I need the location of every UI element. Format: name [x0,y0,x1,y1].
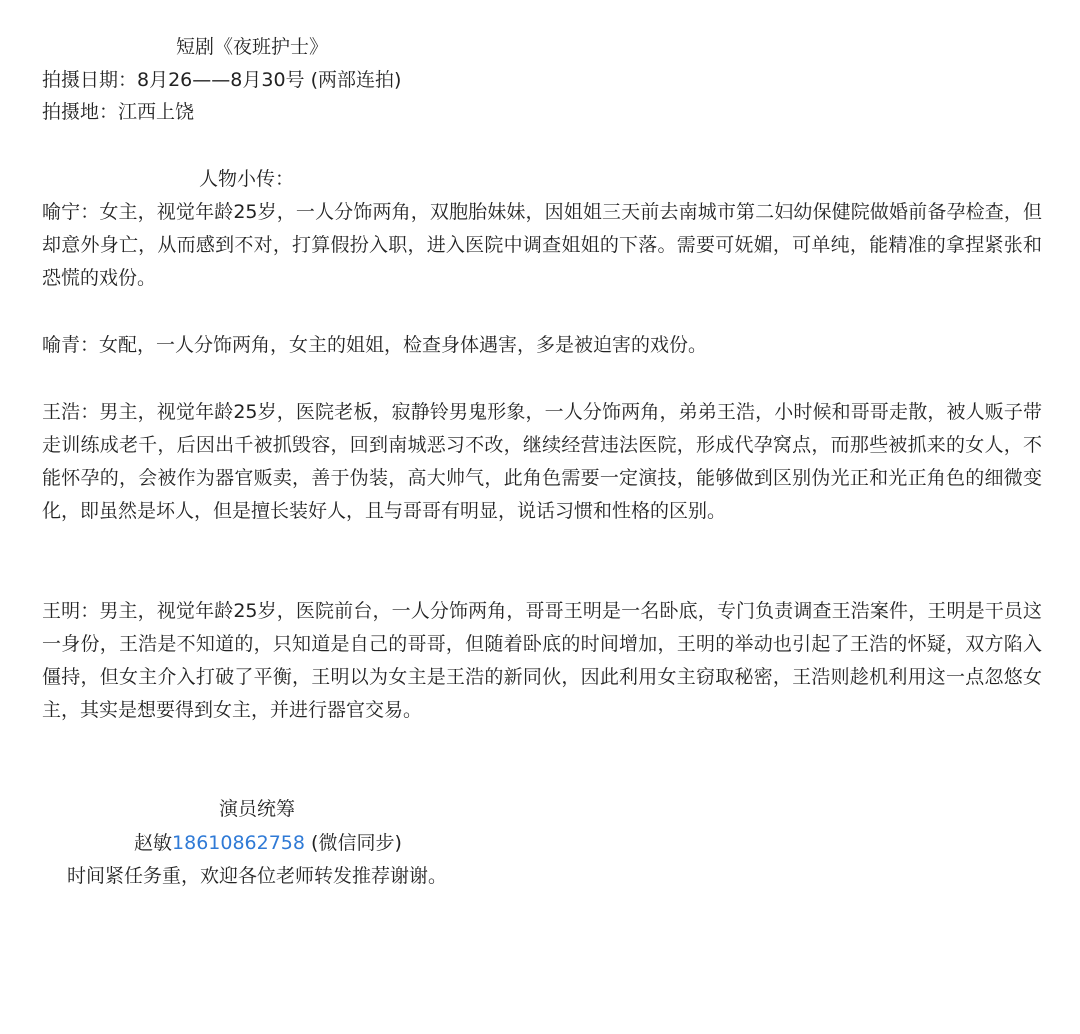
bios-heading: 人物小传： [199,168,295,190]
bio-yuning: 喻宁：女主，视觉年龄25岁，一人分饰两角，双胞胎妹妹，因姐姐三天前去南城市第二妇幼保健院做婚前备孕检查，但却意外身亡，从而感到不对，打算假扮入职，进入医院中调查姐姐的下落。需要可妩媚，可单纯，能精准的拿捏紧张和恐慌的戏份。 [42,201,1042,289]
contact-line [134,827,402,860]
shoot-location: 拍摄地：江西上饶 [42,101,195,123]
contact-phone-link[interactable]: 18610862758 [172,832,305,854]
wechat-note: (微信同步) [311,832,402,854]
contact-heading: 演员统筹 [219,798,296,820]
bio-wangming: 王明：男主，视觉年龄25岁，医院前台，一人分饰两角，哥哥王明是一名卧底，专门负责调查王浩案件，王明是干员这一身份，王浩是不知道的，只知道是自己的哥哥，但随着卧底的时间增加，王明的举动也引起了王浩的怀疑，双方陷入僵持，但女主介入打破了平衡，王明以为女主是王浩的新同伙，因此利用女主窃取秘密，王浩则趁机利用这一点忽悠女主，其实是想要得到女主，并进行器官交易。 [42,600,1042,721]
closing-note: 时间紧任务重，欢迎各位老师转发推荐谢谢。 [67,865,448,887]
shoot-date: 拍摄日期：8月26——8月30号 (两部连拍) [42,69,402,91]
contact-name: 赵敏 [134,832,173,854]
bio-yuqing: 喻青：女配，一人分饰两角，女主的姐姐，检查身体遇害，多是被迫害的戏份。 [42,334,708,356]
drama-title: 短剧《夜班护士》 [176,36,329,58]
bio-wanghao: 王浩：男主，视觉年龄25岁，医院老板，寂静铃男鬼形象，一人分饰两角，弟弟王浩，小时候和哥哥走散，被人贩子带走训练成老千，后因出千被抓毁容，回到南城恶习不改，继续经营违法医院，形成代孕窝点，而那些被抓来的女人，不能怀孕的，会被作为器官贩卖，善于伪装，高大帅气，此角色需要一定演技，能够做到区别伪光正和光正角色的细微变化，即虽然是坏人，但是擅长装好人，且与哥哥有明显，说话习惯和性格的区别。 [42,401,1042,522]
